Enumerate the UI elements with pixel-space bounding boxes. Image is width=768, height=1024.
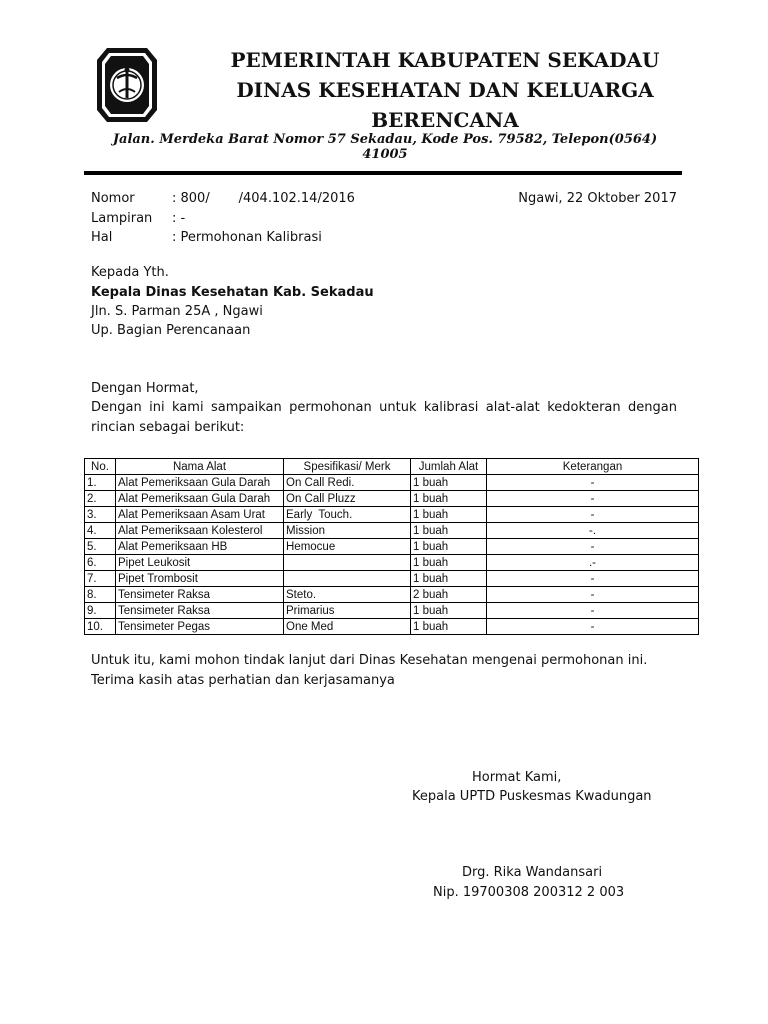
cell-nama-alat: Tensimeter Raksa [116,587,284,603]
cell-spesifikasi: Early Touch. [284,507,411,523]
regency-emblem-logo [95,46,159,124]
cell-jumlah: 1 buah [411,507,487,523]
nomor-label: Nomor [91,191,135,206]
table-row [85,603,699,619]
cell-spesifikasi: On Call Redi. [284,475,411,491]
recipient-name: Kepala Dinas Kesehatan Kab. Sekadau [91,285,374,300]
recipient-attention: Up. Bagian Perencanaan [91,323,251,338]
letterhead-line-3: BERENCANA [371,108,519,132]
letterhead-divider [84,171,682,175]
table-row [85,523,699,539]
table-row [85,507,699,523]
cell-jumlah: 1 buah [411,523,487,539]
cell-keterangan: - [487,587,699,603]
table-header-row [85,459,699,475]
cell-jumlah: 1 buah [411,571,487,587]
cell-spesifikasi: On Call Pluzz [284,491,411,507]
cell-keterangan: - [487,571,699,587]
header-no: No. [85,459,116,475]
table-row [85,619,699,635]
header-jumlah: Jumlah Alat [411,459,487,475]
cell-no: 5. [85,539,116,555]
lampiran-value: : - [172,211,186,226]
recipient-address: Jln. S. Parman 25A , Ngawi [91,304,263,319]
cell-nama-alat: Pipet Trombosit [116,571,284,587]
cell-spesifikasi: Mission [284,523,411,539]
signature-nip: Nip. 19700308 200312 2 003 [433,885,625,900]
table-row [85,555,699,571]
cell-keterangan: - [487,475,699,491]
closing-line-2: Terima kasih atas perhatian dan kerjasamanya [91,673,395,688]
cell-spesifikasi: Steto. [284,587,411,603]
cell-nama-alat: Alat Pemeriksaan Asam Urat [116,507,284,523]
letterhead-line-2: DINAS KESEHATAN DAN KELUARGA [236,78,654,102]
cell-spesifikasi [284,555,411,571]
cell-keterangan: - [487,603,699,619]
cell-spesifikasi: Primarius [284,603,411,619]
header-keterangan: Keterangan [487,459,699,475]
intro-paragraph: Dengan ini kami sampaikan permohonan untuk kalibrasi alat-alat kedokteran dengan rincian sebagai berikut: [91,400,677,435]
cell-nama-alat: Alat Pemeriksaan HB [116,539,284,555]
cell-spesifikasi [284,571,411,587]
signature-regards: Hormat Kami, [472,770,562,785]
table-row [85,571,699,587]
cell-keterangan: - [487,539,699,555]
cell-no: 1. [85,475,116,491]
cell-keterangan: - [487,491,699,507]
cell-no: 8. [85,587,116,603]
header-nama-alat: Nama Alat [116,459,284,475]
cell-jumlah: 1 buah [411,491,487,507]
hal-label: Hal [91,230,113,245]
cell-no: 7. [85,571,116,587]
cell-no: 4. [85,523,116,539]
cell-no: 9. [85,603,116,619]
cell-nama-alat: Tensimeter Pegas [116,619,284,635]
recipient-greeting: Kepada Yth. [91,265,169,280]
cell-jumlah: 1 buah [411,555,487,571]
cell-keterangan: .- [487,555,699,571]
table-row [85,539,699,555]
cell-nama-alat: Alat Pemeriksaan Gula Darah [116,475,284,491]
cell-nama-alat: Alat Pemeriksaan Kolesterol [116,523,284,539]
table-row [85,475,699,491]
cell-jumlah: 2 buah [411,587,487,603]
cell-no: 2. [85,491,116,507]
signature-name: Drg. Rika Wandansari [462,865,603,880]
signature-position: Kepala UPTD Puskesmas Kwadungan [412,789,652,804]
cell-spesifikasi: Hemocue [284,539,411,555]
cell-jumlah: 1 buah [411,475,487,491]
hal-value: : Permohonan Kalibrasi [172,230,322,245]
salutation: Dengan Hormat, [91,381,199,396]
lampiran-label: Lampiran [91,211,153,226]
cell-spesifikasi: One Med [284,619,411,635]
closing-line-1: Untuk itu, kami mohon tindak lanjut dari Dinas Kesehatan mengenai permohonan ini. [91,653,648,668]
cell-no: 3. [85,507,116,523]
letterhead-line-1: PEMERINTAH KABUPATEN SEKADAU [230,48,660,72]
cell-nama-alat: Tensimeter Raksa [116,603,284,619]
letter-date: Ngawi, 22 Oktober 2017 [518,191,677,206]
header-spesifikasi: Spesifikasi/ Merk [284,459,411,475]
cell-no: 10. [85,619,116,635]
cell-nama-alat: Alat Pemeriksaan Gula Darah [116,491,284,507]
cell-nama-alat: Pipet Leukosit [116,555,284,571]
cell-jumlah: 1 buah [411,619,487,635]
table-row [85,587,699,603]
cell-keterangan: -. [487,523,699,539]
cell-keterangan: - [487,619,699,635]
cell-jumlah: 1 buah [411,603,487,619]
cell-keterangan: - [487,507,699,523]
cell-jumlah: 1 buah [411,539,487,555]
equipment-table [84,458,699,635]
table-row [85,491,699,507]
cell-no: 6. [85,555,116,571]
nomor-value: : 800/ /404.102.14/2016 [172,191,355,206]
letterhead-address: Jalan. Merdeka Barat Nomor 57 Sekadau, Kode Pos. 79582, Telepon(0564) 41005 [112,132,658,162]
